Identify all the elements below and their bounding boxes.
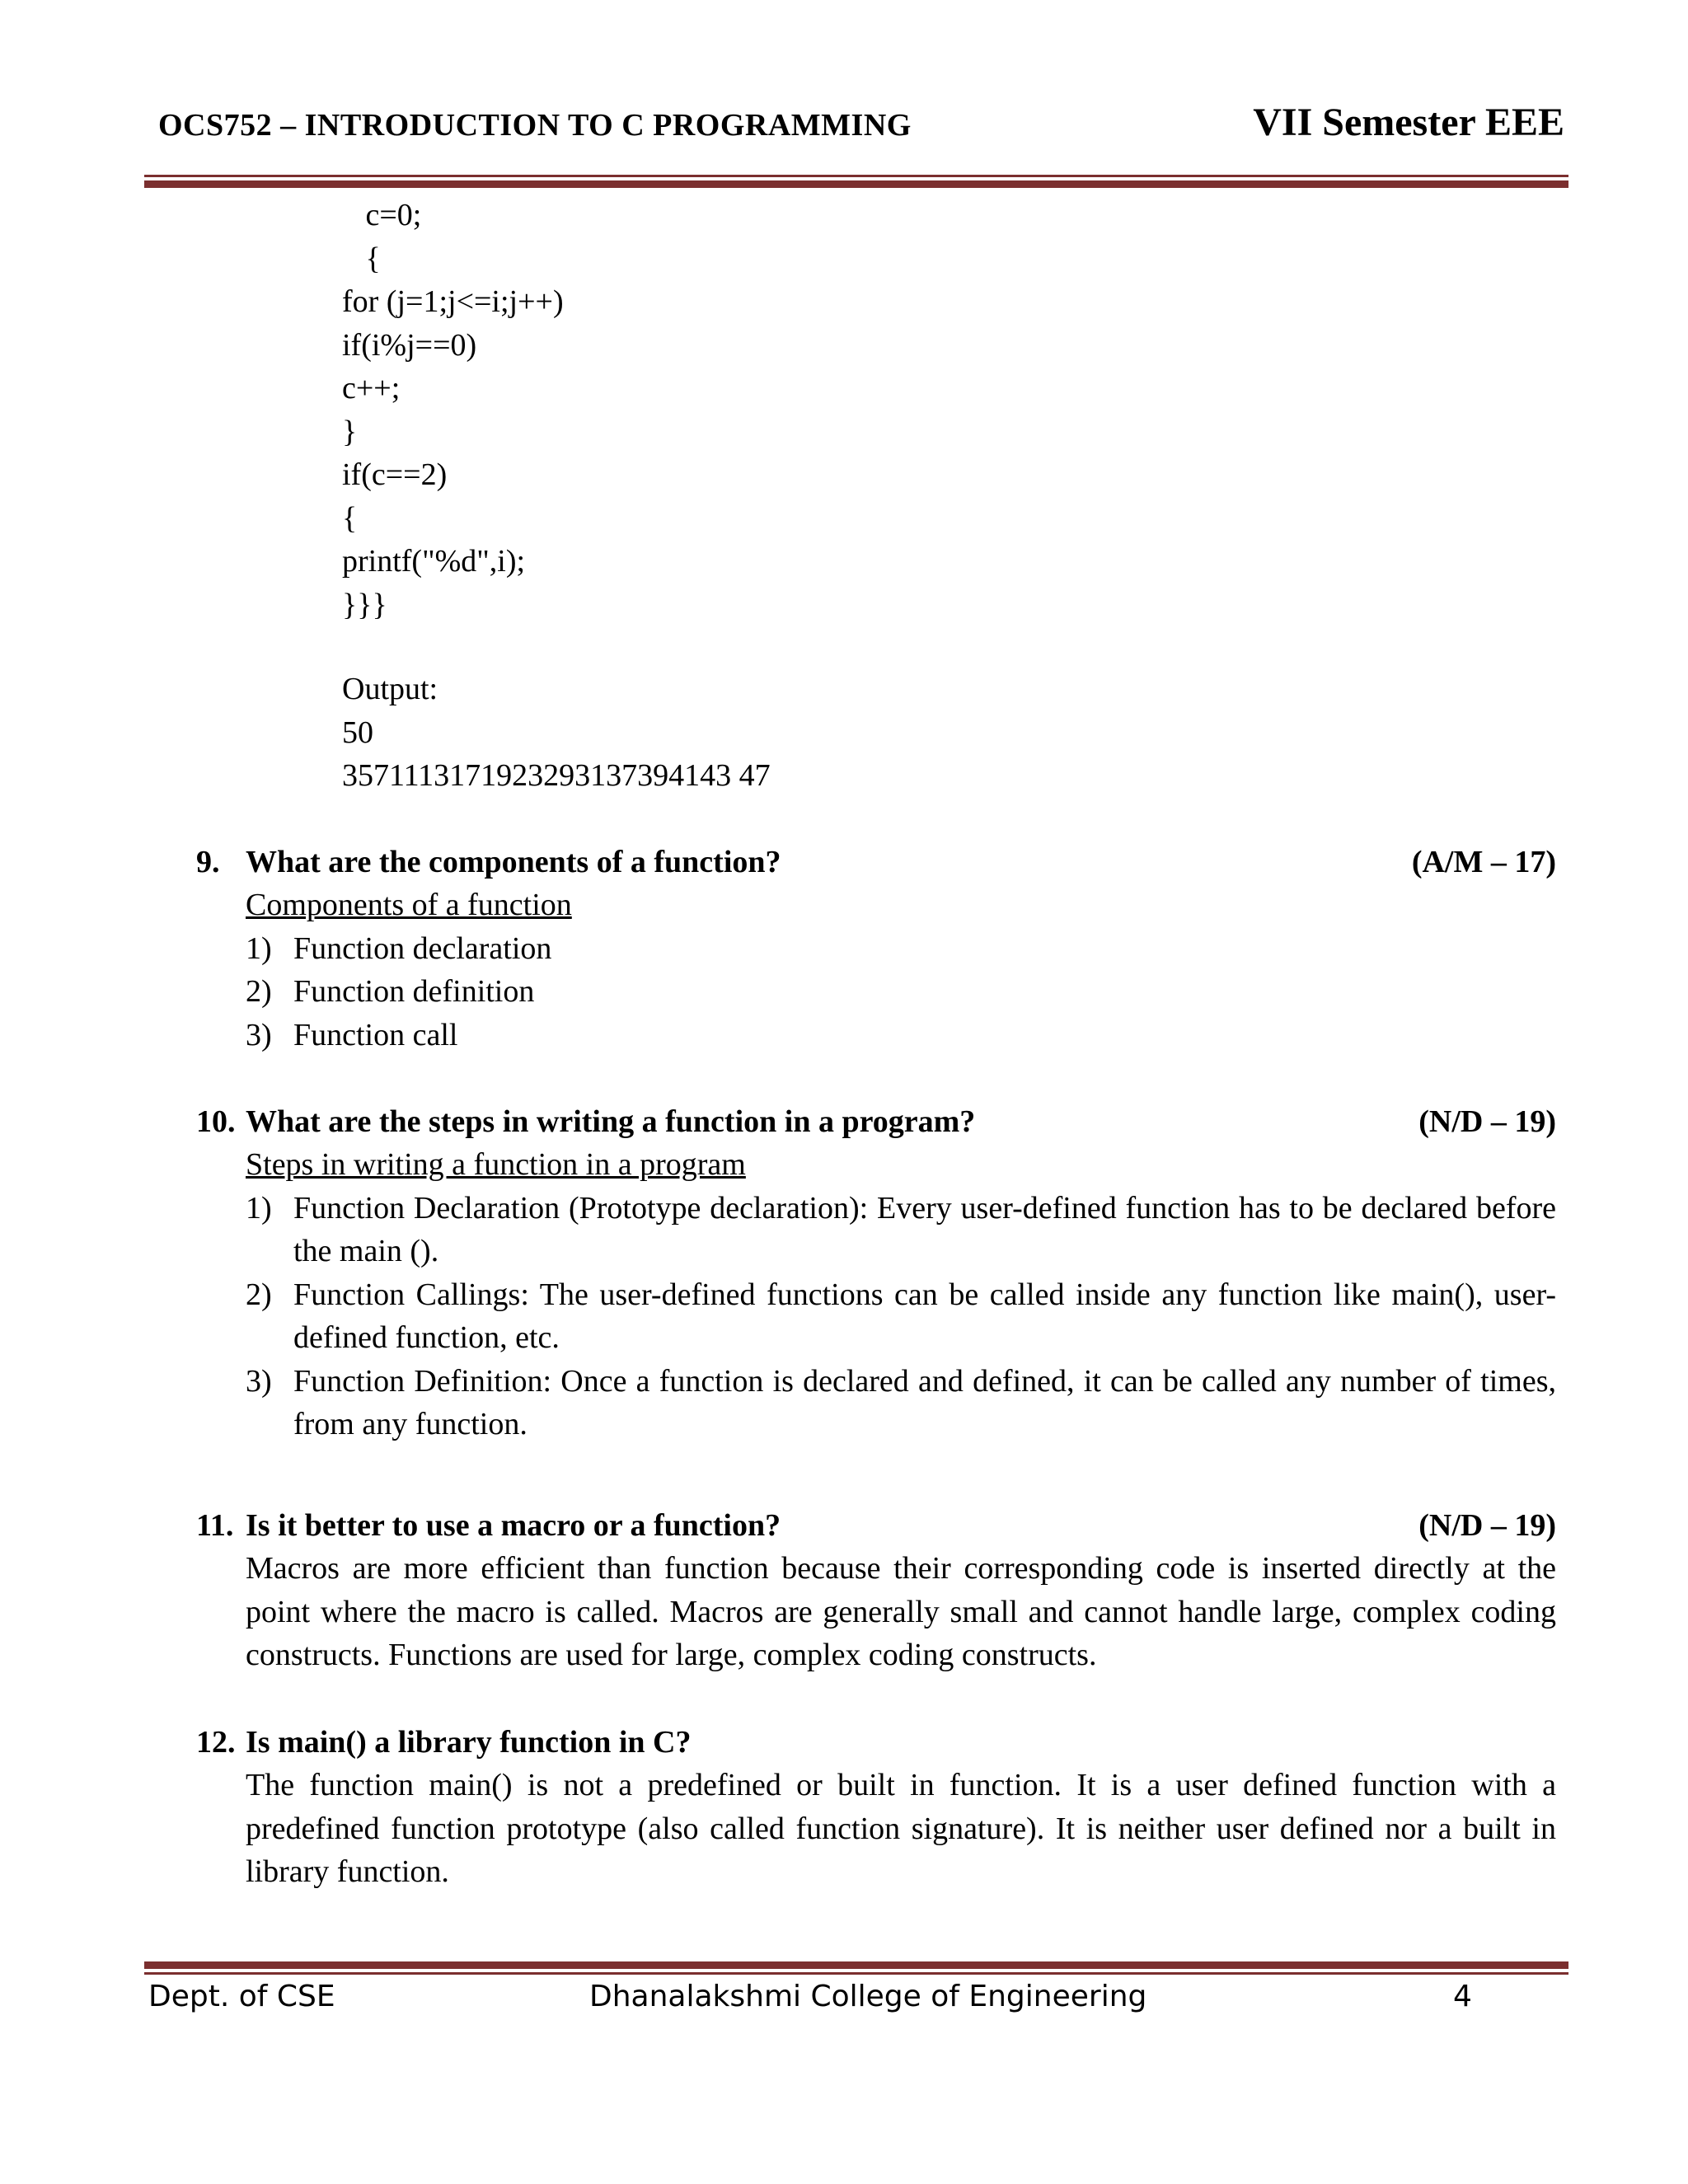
code-line: }}} [342,587,387,622]
exam-date: (A/M – 17) [1411,845,1556,879]
exam-date: (N/D – 19) [1418,1104,1556,1139]
output-label: Output: [342,672,438,706]
code-line: printf("%d",i); [342,544,526,579]
answer-paragraph: The function main() is not a predefined or built in function. It is a user defined function with a predefined function prototype (also called function signature). It is neither user defined nor a built in library function. [246,1768,1556,1889]
question-heading [196,841,1556,883]
list-item: 1) Function declaration [246,930,552,966]
output-line: 3571113171923293137394143 47 [342,758,771,793]
question-12 [196,1721,1556,1894]
code-line: } [342,414,358,449]
question-heading [196,1504,1556,1547]
answer-list [196,927,1556,1057]
page-number: 4 [1453,1980,1472,2013]
code-block [342,194,564,626]
question-number: 10. [196,1104,236,1139]
course-title: OCS752 – INTRODUCTION TO C PROGRAMMING [158,108,912,143]
footer-dept: Dept. of CSE [148,1980,335,2013]
question-heading [196,1721,1556,1764]
question-title: What are the steps in writing a function in a program? [246,1104,976,1139]
output-block [342,668,771,798]
semester-label: VII Semester EEE [1253,101,1564,144]
footer-rule-thin [144,1972,1568,1975]
question-number: 9. [196,845,220,879]
answer-subheading: Components of a function [246,888,572,922]
question-title: What are the components of a function? [246,845,781,879]
page-header [148,91,1564,148]
code-line: if(c==2) [342,457,448,492]
answer-subheading: Steps in writing a function in a program [246,1147,746,1182]
code-line: c=0; [342,198,422,232]
exam-date: (N/D – 19) [1418,1508,1556,1543]
list-item: 2) Function definition [246,974,535,1009]
code-line: for (j=1;j<=i;j++) [342,284,564,319]
list-item: 2) Function Callings: The user-defined functions can be called inside any function like main(), user-defined function, etc. [246,1277,1556,1355]
header-rule-thick [144,180,1568,188]
question-title: Is main() a library function in C? [246,1725,692,1760]
footer-college: Dhanalakshmi College of Engineering [589,1980,1147,2013]
question-heading [196,1100,1556,1143]
question-10 [196,1100,1556,1446]
question-title: Is it better to use a macro or a function? [246,1508,781,1543]
answer [246,883,1556,927]
code-line: c++; [342,371,401,405]
list-item: 1) Function Declaration (Prototype declaration): Every user-defined function has to be declared before the main (). [246,1190,1556,1268]
output-line: 50 [342,715,373,750]
answer-paragraph: Macros are more efficient than function because their corresponding code is inserted directly at the point where the macro is called. Macros are generally small and cannot handle large, complex coding constructs. Functions are used for large, complex coding constructs. [246,1551,1556,1672]
header-rule-thin [144,175,1568,177]
footer-rule-thick [144,1961,1568,1969]
code-line: { [342,241,381,276]
code-line: { [342,500,358,536]
answer-list [196,1187,1556,1446]
list-item: 3) Function Definition: Once a function is declared and defined, it can be called any number of times, from any function. [246,1363,1556,1441]
question-number: 11. [196,1508,234,1543]
question-11 [196,1504,1556,1677]
page-footer [148,1980,1564,2029]
answer [246,1143,1556,1187]
list-item: 3) Function call [246,1017,458,1052]
code-line: if(i%j==0) [342,327,477,363]
question-number: 12. [196,1725,236,1760]
question-9 [196,841,1556,1057]
